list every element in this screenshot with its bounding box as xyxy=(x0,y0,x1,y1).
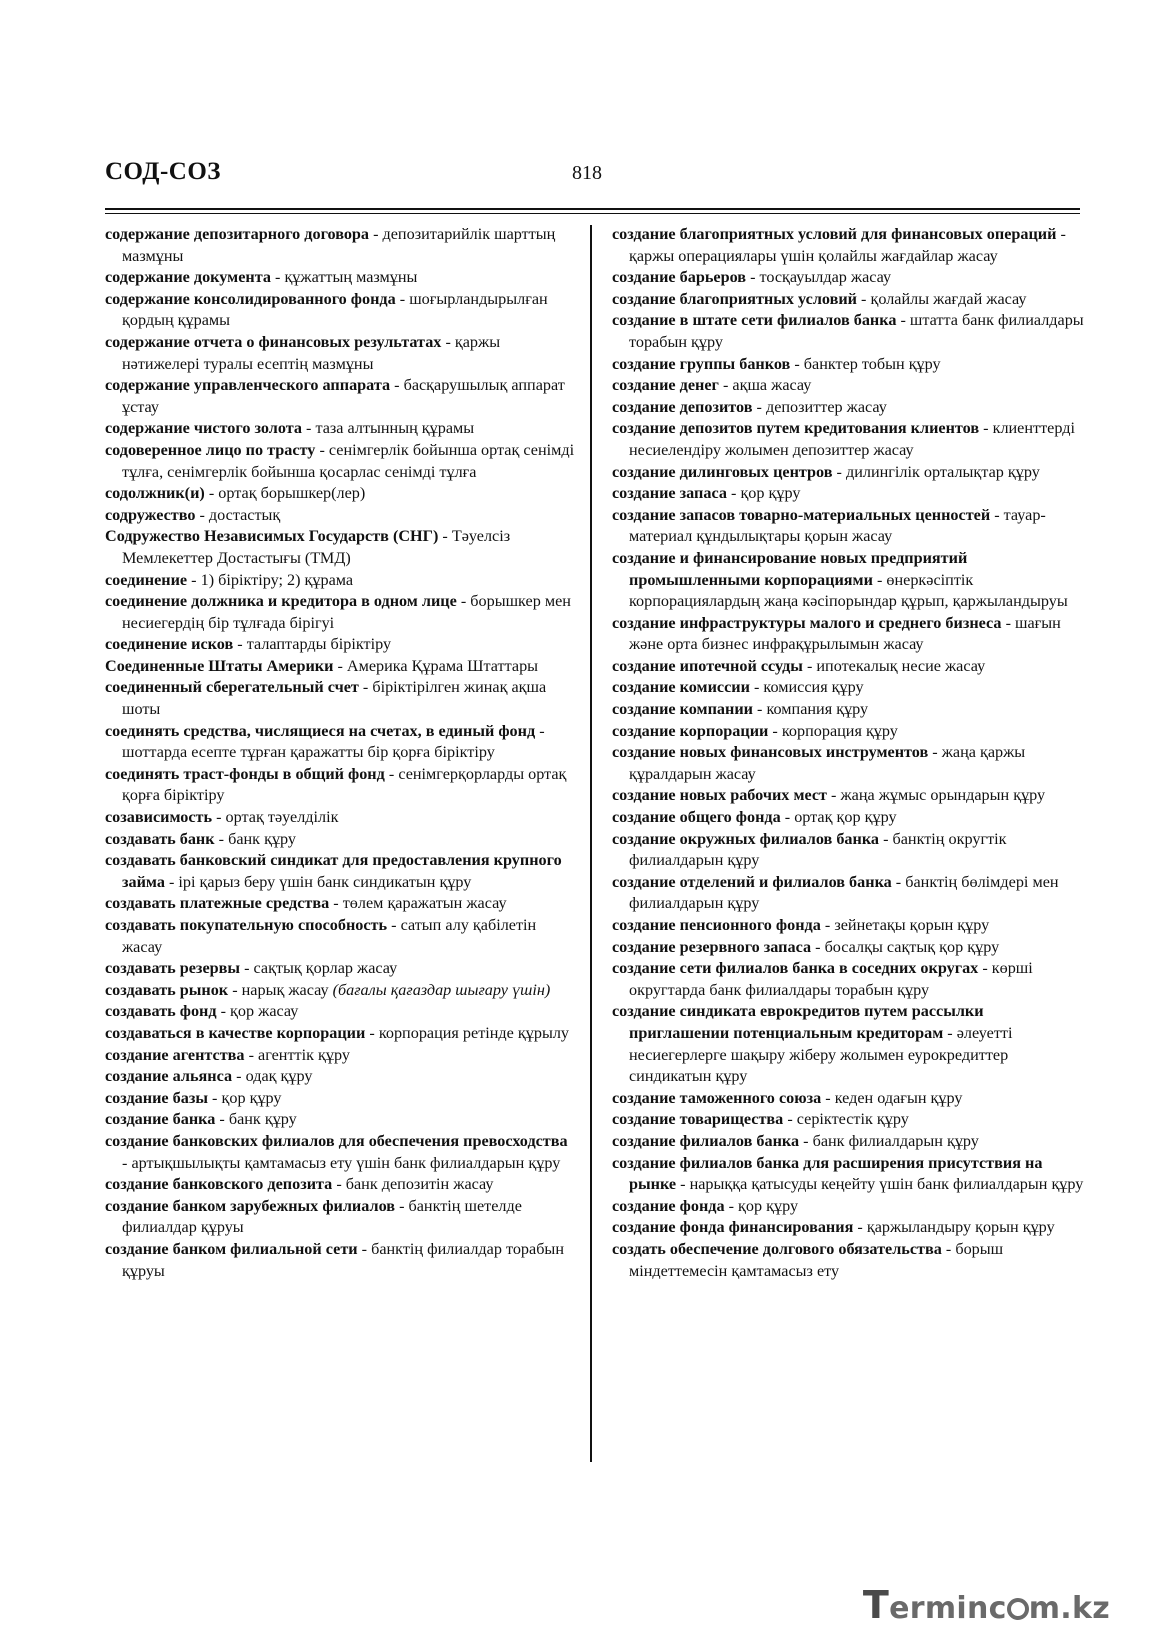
column-divider xyxy=(590,225,592,1462)
entry-separator: - xyxy=(438,527,452,546)
entry-separator: - xyxy=(214,829,229,848)
dictionary-entry xyxy=(105,764,575,807)
entry-term: создавать банк xyxy=(105,829,215,848)
entry-definition: банктің округтік филиалдарын құру xyxy=(629,829,1007,870)
dictionary-entry xyxy=(612,354,1084,376)
entry-separator: - xyxy=(1001,613,1016,632)
entry-definition: тауар-материал құндылықтары қорын жасау xyxy=(629,505,1046,546)
entry-term: создание сети филиалов банка в соседних округах xyxy=(612,959,979,978)
entry-definition: 1) біріктіру; 2) құрама xyxy=(200,570,354,589)
entry-definition: өнеркәсіптік корпорациялардың жаңа кәсіпорындар құрып, қаржыландыруы xyxy=(629,570,1068,611)
dictionary-entry xyxy=(105,570,575,592)
entry-separator: - xyxy=(195,505,209,524)
entry-term: Содружество Независимых Государств (СНГ) xyxy=(105,527,439,546)
dictionary-entry xyxy=(612,937,1084,959)
dictionary-entry xyxy=(105,1045,575,1067)
dictionary-entry xyxy=(612,1131,1084,1153)
dictionary-entry xyxy=(105,958,575,980)
dictionary-entry xyxy=(105,375,575,418)
entry-separator: - xyxy=(387,916,401,934)
entry-definition: әлеуетті несиегерлерге шақыру жіберу жолымен еурокредиттер синдикатын құру xyxy=(629,1023,1013,1086)
entry-definition: сенімгерлік бойынша ортақ сенімді тұлға, сенімгерлік бойынша қосарлас сенімді тұлға xyxy=(122,440,575,481)
entry-separator: - xyxy=(943,1023,957,1042)
entry-term: соединение должника и кредитора в одном лице xyxy=(105,592,457,611)
entry-term: создание фонда финансирования xyxy=(612,1218,854,1237)
entry-definition: банктің шетелде филиалдар құруы xyxy=(122,1196,522,1237)
dictionary-entry xyxy=(105,634,575,656)
dictionary-entry xyxy=(612,1088,1084,1110)
dictionary-entry xyxy=(105,1023,575,1045)
entry-term: содержание отчета о финансовых результатах xyxy=(105,332,442,351)
entry-definition: қор құру xyxy=(738,1196,799,1215)
dictionary-entry xyxy=(612,397,1084,419)
entry-definition: талаптарды біріктіру xyxy=(246,635,392,654)
entry-separator: - xyxy=(456,592,471,611)
entry-term: создавать резервы xyxy=(105,959,241,978)
entry-term: создание альянса xyxy=(105,1067,233,1086)
entry-definition: ипотекалық несие жасау xyxy=(816,656,986,675)
entry-definition: кеден одағын құру xyxy=(834,1088,963,1107)
dictionary-entry xyxy=(105,440,575,483)
watermark-circle-icon xyxy=(1007,1598,1029,1620)
termincom-watermark-logo: Terminc m.kz xyxy=(862,1583,1110,1627)
entry-term: создание базы xyxy=(105,1088,208,1107)
dictionary-entry xyxy=(105,915,575,958)
dictionary-entry xyxy=(105,418,575,440)
entry-definition: борышкер мен несиегердің бір тұлғада бірігуі xyxy=(122,592,571,632)
entry-term: создание дилинговых центров xyxy=(612,462,833,481)
entry-separator: - xyxy=(724,1196,739,1215)
entry-definition: зейнетақы қорын құру xyxy=(834,916,990,934)
entry-definition: серіктестік құру xyxy=(796,1110,909,1129)
entry-separator: - xyxy=(941,1239,956,1258)
entry-definition: шоғырландырылған қордың құрамы xyxy=(122,289,548,330)
entry-separator: - xyxy=(212,808,226,827)
entry-term: создавать платежные средства xyxy=(105,894,330,913)
entry-term: создание запаса xyxy=(612,484,727,503)
entry-separator: - xyxy=(122,1153,132,1172)
entry-separator: - xyxy=(802,656,817,675)
entry-term: создание депозитов xyxy=(612,397,753,416)
entry-separator: - xyxy=(333,656,347,675)
dictionary-entry xyxy=(612,1217,1084,1239)
entry-separator: - xyxy=(240,959,254,978)
entry-definition: сақтық қорлар жасау xyxy=(253,959,398,978)
dictionary-entry xyxy=(612,289,1084,311)
entry-term: создание благоприятных условий xyxy=(612,289,857,308)
entry-definition: депозиттер жасау xyxy=(765,397,887,416)
entry-term: создание филиалов банка xyxy=(612,1131,800,1150)
entry-term: создание группы банков xyxy=(612,354,791,373)
entry-term: создание товарищества xyxy=(612,1110,784,1129)
dictionary-entry xyxy=(105,1239,575,1282)
dictionary-entry xyxy=(612,829,1084,872)
entry-definition: таза алтынның құрамы xyxy=(315,419,475,438)
entry-definition: Америка Құрама Штаттары xyxy=(346,656,539,675)
entry-term: создание денег xyxy=(612,376,719,395)
entry-separator: - xyxy=(821,1088,835,1107)
dictionary-entry xyxy=(612,1239,1084,1282)
entry-separator: - xyxy=(332,1175,346,1194)
entry-term: создание ипотечной ссуды xyxy=(612,656,803,675)
entry-separator: - xyxy=(752,397,766,416)
dictionary-entry xyxy=(612,1109,1084,1131)
entry-term: создать обеспечение долгового обязательства xyxy=(612,1239,942,1258)
dictionary-entry xyxy=(612,1153,1084,1196)
dictionary-entry xyxy=(105,505,575,527)
entry-separator: - xyxy=(301,419,316,438)
page-number: 818 xyxy=(572,162,602,184)
entry-definition: нарық жасау xyxy=(241,980,333,999)
entry-definition: достастық xyxy=(208,505,281,524)
entry-separator: - xyxy=(768,721,782,740)
entry-separator: - xyxy=(384,764,399,783)
entry-term: соединенный сберегательный счет xyxy=(105,678,359,697)
dictionary-entry xyxy=(105,893,575,915)
dictionary-entry xyxy=(612,267,1084,289)
entry-definition: сатып алу қабілетін жасау xyxy=(122,916,537,956)
dictionary-entry xyxy=(612,548,1084,613)
entry-definition: қолайлы жағдай жасау xyxy=(870,289,1027,308)
dictionary-entry xyxy=(105,656,575,678)
entry-note: (бағалы қағаздар шығару үшін) xyxy=(332,980,551,999)
entry-definition: агенттік құру xyxy=(258,1045,350,1064)
entry-definition: ортақ қор құру xyxy=(794,808,897,827)
entry-separator: - xyxy=(853,1218,867,1237)
dictionary-entry xyxy=(105,332,575,375)
entry-separator: - xyxy=(228,980,242,999)
entry-definition: ақша жасау xyxy=(732,376,812,395)
dictionary-entry xyxy=(612,721,1084,743)
entry-separator: - xyxy=(799,1131,813,1150)
entry-definition: банктің бөлімдері мен филиалдарын құру xyxy=(629,872,1059,913)
entry-term: создание банковских филиалов для обеспечения превосходства xyxy=(105,1131,568,1150)
entry-separator: - xyxy=(441,332,455,351)
entry-separator: - xyxy=(752,700,767,719)
entry-separator: - xyxy=(928,743,942,762)
entry-term: соединять средства, числящиеся на счетах, в единый фонд xyxy=(105,721,536,740)
entry-separator: - xyxy=(978,959,992,978)
entry-term: создание благоприятных условий для финансовых операций xyxy=(612,225,1057,243)
dictionary-entry xyxy=(612,807,1084,829)
entry-term: соединение исков xyxy=(105,635,234,654)
dictionary-entry xyxy=(612,1001,1084,1087)
entry-separator: - xyxy=(857,289,871,308)
entry-term: создание банковского депозита xyxy=(105,1175,333,1194)
entry-definition: компания құру xyxy=(766,700,869,719)
entry-definition: қаржы операциялары үшін қолайлы жағдайлар жасау xyxy=(629,246,998,265)
entry-definition: корпорация ретінде құрылу xyxy=(378,1023,569,1042)
entry-separator: - xyxy=(749,678,764,697)
entry-definition: нарыққа қатысуды кеңейту үшін банк филиалдарын құру xyxy=(689,1175,1084,1194)
entry-definition: тосқауылдар жасау xyxy=(759,268,892,287)
dictionary-entry xyxy=(612,915,1084,937)
entry-term: создание фонда xyxy=(612,1196,725,1215)
entry-term: содержание управленческого аппарата xyxy=(105,376,391,395)
entry-definition: қор жасау xyxy=(230,1002,299,1021)
entry-term: создание в штате сети филиалов банка xyxy=(612,311,897,330)
entry-term: создавать фонд xyxy=(105,1002,217,1021)
dictionary-entry xyxy=(612,418,1084,461)
entry-separator: - xyxy=(1056,225,1066,243)
entry-definition: басқарушылық аппарат ұстау xyxy=(122,376,565,416)
entry-separator: - xyxy=(718,376,733,395)
entry-definition: банктер тобын құру xyxy=(803,354,941,373)
dictionary-entry xyxy=(105,1088,575,1110)
entry-definition: дилингілік орталықтар құру xyxy=(845,462,1040,481)
entry-term: содержание чистого золота xyxy=(105,419,302,438)
entry-term: создаваться в качестве корпорации xyxy=(105,1023,366,1042)
page-header-title: СОД-СОЗ xyxy=(105,158,221,185)
entry-separator: - xyxy=(244,1045,259,1064)
entry-term: создание агентства xyxy=(105,1045,245,1064)
dictionary-entry xyxy=(105,289,575,332)
dictionary-entry xyxy=(105,1196,575,1239)
left-column xyxy=(105,224,575,1282)
dictionary-entry xyxy=(612,872,1084,915)
entry-term: создание барьеров xyxy=(612,268,747,287)
dictionary-entry xyxy=(105,224,575,267)
entry-separator: - xyxy=(676,1175,690,1194)
entry-definition: комиссия құру xyxy=(763,678,864,697)
entry-definition: қор құру xyxy=(740,484,801,503)
dictionary-entry xyxy=(612,505,1084,548)
entry-definition: қор құру xyxy=(221,1088,282,1107)
dictionary-entry xyxy=(105,677,575,720)
entry-definition: жаңа қаржы құралдарын жасау xyxy=(629,743,1026,783)
entry-term: создание новых финансовых инструментов xyxy=(612,743,929,762)
entry-definition: шоттарда есепте тұрған қаражатты бір қорға біріктіру xyxy=(122,743,495,762)
entry-definition: Тәуелсіз Мемлекеттер Достастығы (ТМД) xyxy=(122,527,511,567)
entry-term: создавать покупательную способность xyxy=(105,916,388,934)
entry-definition: қаржы нәтижелері туралы есептің мазмұны xyxy=(122,332,501,373)
dictionary-entry xyxy=(105,1109,575,1131)
entry-term: соединение xyxy=(105,570,188,589)
entry-term: соединять траст-фонды в общий фонд xyxy=(105,764,385,783)
entry-separator: - xyxy=(270,268,285,287)
entry-definition: көрші округтарда банк филиалдары торабын құру xyxy=(629,959,1033,999)
entry-separator: - xyxy=(535,721,545,740)
entry-term: содоверенное лицо по трасту xyxy=(105,440,316,459)
entry-term: создание и финансирование новых предприятий промышленными корпорациями xyxy=(612,548,968,589)
entry-definition: құжаттың мазмұны xyxy=(284,268,418,287)
right-column xyxy=(612,224,1084,1282)
dictionary-entry xyxy=(612,785,1084,807)
entry-term: создание банка xyxy=(105,1110,216,1129)
entry-definition: артықшылықты қамтамасыз ету үшін банк филиалдарын құру xyxy=(131,1153,561,1172)
entry-term: создавать банковский синдикат для предоставления крупного займа xyxy=(105,851,562,891)
entry-separator: - xyxy=(726,484,741,503)
entry-separator: - xyxy=(232,1067,246,1086)
entry-term: создание таможенного союза xyxy=(612,1088,822,1107)
entry-definition: ортақ борышкер(лер) xyxy=(218,484,366,503)
dictionary-entry xyxy=(105,1174,575,1196)
entry-term: создание пенсионного фонда xyxy=(612,916,821,934)
entry-separator: - xyxy=(872,570,887,589)
dictionary-entry xyxy=(612,310,1084,353)
entry-term: создание отделений и филиалов банка xyxy=(612,872,892,891)
entry-term: создание филиалов банка для расширения присутствия на рынке xyxy=(612,1153,1043,1194)
entry-separator: - xyxy=(827,786,841,805)
dictionary-entry xyxy=(105,267,575,289)
dictionary-entry xyxy=(105,721,575,764)
dictionary-entry xyxy=(105,829,575,851)
dictionary-entry xyxy=(612,699,1084,721)
entry-term: создание комиссии xyxy=(612,678,750,697)
entry-separator: - xyxy=(187,570,201,589)
entry-separator: - xyxy=(215,1110,229,1129)
entry-definition: босалқы сақтық қор құру xyxy=(824,937,1000,956)
entry-separator: - xyxy=(896,311,910,330)
entry-separator: - xyxy=(811,937,825,956)
entry-definition: ірі қарыз беру үшін банк синдикатын құру xyxy=(178,872,472,891)
dictionary-entry xyxy=(105,483,575,505)
dictionary-entry xyxy=(105,807,575,829)
entry-term: Соединенные Штаты Америки xyxy=(105,656,334,675)
entry-separator: - xyxy=(879,829,893,848)
entry-separator: - xyxy=(233,635,247,654)
entry-definition: ортақ тәуелділік xyxy=(225,808,339,827)
entry-term: создание окружных филиалов банка xyxy=(612,829,880,848)
entry-separator: - xyxy=(790,354,804,373)
entry-separator: - xyxy=(216,1002,231,1021)
entry-definition: клиенттерді несиелендіру жолымен депозиттер жасау xyxy=(629,419,1075,459)
entry-term: созависимость xyxy=(105,808,213,827)
dictionary-entry xyxy=(105,526,575,569)
entry-separator: - xyxy=(891,872,906,891)
entry-separator: - xyxy=(208,1088,222,1107)
entry-separator: - xyxy=(820,916,835,934)
entry-separator: - xyxy=(315,440,329,459)
dictionary-entry xyxy=(105,850,575,893)
entry-separator: - xyxy=(395,289,410,308)
entry-separator: - xyxy=(990,505,1004,524)
dictionary-entry xyxy=(105,1001,575,1023)
entry-separator: - xyxy=(979,419,993,438)
entry-definition: штатта банк филиалдары торабын құру xyxy=(629,311,1084,351)
entry-definition: банктің филиалдар торабын құруы xyxy=(122,1239,564,1280)
entry-definition: біріктірілген жинақ ақша шоты xyxy=(122,678,547,719)
entry-definition: банк құру xyxy=(228,829,297,848)
entry-definition: жаңа жұмыс орындарын құру xyxy=(840,786,1046,805)
entry-term: создание инфраструктуры малого и среднего бизнеса xyxy=(612,613,1002,632)
entry-separator: - xyxy=(369,225,383,243)
entry-separator: - xyxy=(395,1196,409,1215)
entry-separator: - xyxy=(390,376,404,395)
entry-term: содолжник(и) xyxy=(105,484,205,503)
dictionary-entry xyxy=(612,677,1084,699)
header-rule-thin xyxy=(105,213,1080,214)
entry-term: содержание депозитарного договора xyxy=(105,225,370,243)
entry-term: создание депозитов путем кредитования клиентов xyxy=(612,419,980,438)
entry-definition: шағын және орта бизнес инфрақұрылымын жасау xyxy=(629,613,1061,654)
dictionary-entry xyxy=(612,483,1084,505)
entry-separator: - xyxy=(329,894,343,913)
entry-term: содержание документа xyxy=(105,268,271,287)
entry-definition: борыш міндеттемесін қамтамасыз ету xyxy=(629,1239,1004,1280)
dictionary-entry xyxy=(105,1066,575,1088)
dictionary-entry xyxy=(612,375,1084,397)
entry-separator: - xyxy=(746,268,760,287)
entry-separator: - xyxy=(164,872,179,891)
dictionary-entry xyxy=(105,1131,575,1174)
entry-term: создание компании xyxy=(612,700,753,719)
dictionary-entry xyxy=(612,958,1084,1001)
entry-separator: - xyxy=(780,808,795,827)
entry-separator: - xyxy=(783,1110,797,1129)
dictionary-entry xyxy=(612,613,1084,656)
entry-term: создание банком филиальной сети xyxy=(105,1239,358,1258)
entry-definition: депозитарийлік шарттың мазмұны xyxy=(122,225,556,265)
entry-term: создание банком зарубежных филиалов xyxy=(105,1196,396,1215)
entry-separator: - xyxy=(357,1239,372,1258)
entry-definition: қаржыландыру қорын құру xyxy=(866,1218,1055,1237)
dictionary-entry xyxy=(612,742,1084,785)
entry-term: создание резервного запаса xyxy=(612,937,812,956)
entry-definition: сенімгерқорларды ортақ қорға біріктіру xyxy=(122,764,567,805)
entry-term: создание синдиката еврокредитов путем рассылки приглашении потенциальным кредиторам xyxy=(612,1002,984,1042)
dictionary-entry xyxy=(105,591,575,634)
entry-definition: төлем қаражатын жасау xyxy=(342,894,507,913)
entry-definition: одақ құру xyxy=(245,1067,313,1086)
dictionary-entry xyxy=(105,980,575,1002)
entry-separator: - xyxy=(204,484,219,503)
entry-definition: корпорация құру xyxy=(781,721,898,740)
entry-separator: - xyxy=(358,678,373,697)
entry-term: содержание консолидированного фонда xyxy=(105,289,396,308)
dictionary-entry xyxy=(612,1196,1084,1218)
entry-definition: банк құру xyxy=(228,1110,297,1129)
dictionary-entry xyxy=(612,224,1084,267)
entry-term: создавать рынок xyxy=(105,980,229,999)
entry-term: создание общего фонда xyxy=(612,808,781,827)
dictionary-entry xyxy=(612,656,1084,678)
entry-term: создание запасов товарно-материальных ценностей xyxy=(612,505,991,524)
entry-term: создание корпорации xyxy=(612,721,769,740)
entry-separator: - xyxy=(832,462,846,481)
entry-term: создание новых рабочих мест xyxy=(612,786,827,805)
header-rule xyxy=(105,208,1080,210)
entry-term: содружество xyxy=(105,505,196,524)
dictionary-entry xyxy=(612,462,1084,484)
entry-separator: - xyxy=(365,1023,379,1042)
entry-definition: банк филиалдарын құру xyxy=(812,1131,979,1150)
entry-definition: банк депозитін жасау xyxy=(345,1175,494,1194)
